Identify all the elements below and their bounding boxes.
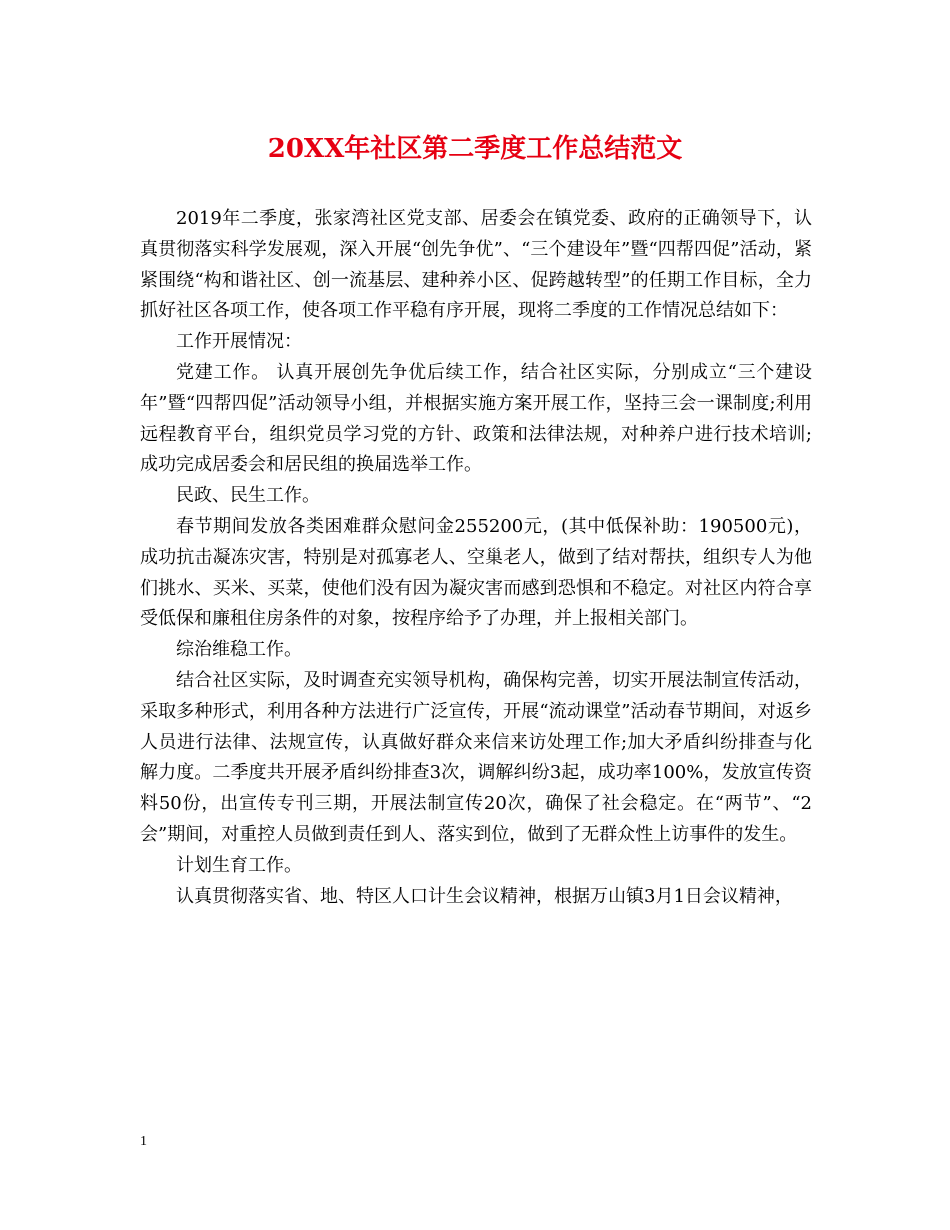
- page-number: 1: [140, 1134, 147, 1149]
- paragraph-stability-heading: 综治维稳工作。: [176, 639, 302, 661]
- document-title: 20XX年社区第二季度工作总结范文: [267, 134, 683, 164]
- paragraph-party-building: 党建工作。 认真开展创先争优后续工作，结合社区实际，分别成立“三个建设年”暨“四帮四促”活动领导小组，并根据实施方案开展工作，坚持三会一课制度;利用远程教育平台，组织党员学习党的方针、政策和法律法规，对种养户进行技术培训;成功完成居委会和居民组的换届选举工作。: [140, 361, 812, 476]
- paragraph-civil-affairs: 春节期间发放各类困难群众慰问金255200元，(其中低保补助：190500元)，成功抗击凝冻灾害，特别是对孤寡老人、空巢老人，做到了结对帮扶，组织专人为他们挑水、买米、买菜，使他们没有因为凝灾害而感到恐惧和不稳定。对社区内符合享受低保和廉租住房条件的对象，按程序给予了办理，并上报相关部门。: [140, 515, 812, 630]
- paragraph-stability: 结合社区实际，及时调查充实领导机构，确保构完善，切实开展法制宣传活动，采取多种形式，利用各种方法进行广泛宣传，开展“流动课堂”活动春节期间，对返乡人员进行法律、法规宣传，认真做好群众来信来访处理工作;加大矛盾纠纷排查与化解力度。二季度共开展矛盾纠纷排查3次，调解纠纷3起，成功率100%，发放宣传资料50份，出宣传专刊三期，开展法制宣传20次，确保了社会稳定。在“两节”、“2会”期间，对重控人员做到责任到人、落实到位，做到了无群众性上访事件的发生。: [140, 669, 812, 845]
- paragraph-section-heading: 工作开展情况：: [176, 331, 302, 353]
- paragraph-civil-affairs-heading: 民政、民生工作。: [176, 485, 320, 507]
- paragraph-intro: 2019年二季度，张家湾社区党支部、居委会在镇党委、政府的正确领导下，认真贯彻落实科学发展观，深入开展“创先争优”、“三个建设年”暨“四帮四促”活动，紧紧围绕“构和谐社区、创一流基层、建种养小区、促跨越转型”的任期工作目标，全力抓好社区各项工作，使各项工作平稳有序开展，现将二季度的工作情况总结如下：: [140, 208, 812, 322]
- paragraph-family-planning-heading: 计划生育工作。: [176, 854, 302, 876]
- paragraph-family-planning: 认真贯彻落实省、地、特区人口计生会议精神，根据万山镇3月1日会议精神，: [176, 885, 793, 907]
- document-body: [140, 204, 812, 912]
